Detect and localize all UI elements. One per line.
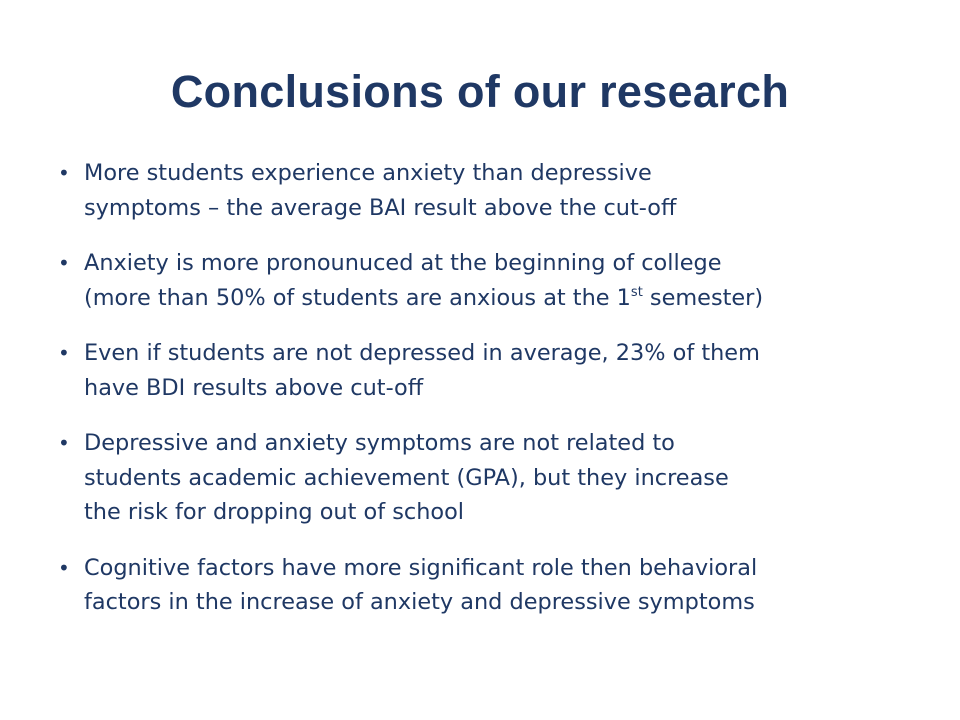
bullet-item [58,336,878,405]
bullet-text-line: students academic achievement (GPA), but they increase [84,464,729,491]
bullet-text-line: symptoms – the average BAI result above the cut-off [84,194,677,221]
bullet-text-line: Cognitive factors have more significant role then behavioral [84,554,758,581]
bullet-text-line: Depressive and anxiety symptoms are not related to [84,430,675,456]
bullet-text-line: Even if students are not depressed in average, 23% of them [84,340,760,366]
bullet-item [58,426,878,530]
bullet-text-line [84,281,878,316]
bullet-item [58,246,878,315]
bullet-dot-icon: • [58,251,70,275]
bullet-text-fragment: (more than 50% of students are anxious at the 1 [84,284,631,311]
bullet-dot-icon: • [58,341,70,365]
bullet-list [58,156,878,641]
bullet-text-line: have BDI results above cut-off [84,374,424,401]
slide-title: Conclusions of our research [170,66,790,117]
bullet-text-fragment: semester) [642,284,764,311]
bullet-text-line: the risk for dropping out of school [84,499,465,525]
bullet-text-line: Anxiety is more pronounuced at the beginning of college [84,250,722,276]
ordinal-superscript: st [630,284,643,300]
bullet-dot-icon: • [58,431,70,455]
bullet-dot-icon: • [58,161,70,185]
bullet-item [58,551,878,620]
bullet-text-line: More students experience anxiety than depressive [84,160,652,186]
bullet-item [58,156,878,225]
bullet-dot-icon: • [58,555,70,580]
bullet-text-line: factors in the increase of anxiety and depressive symptoms [84,589,755,615]
